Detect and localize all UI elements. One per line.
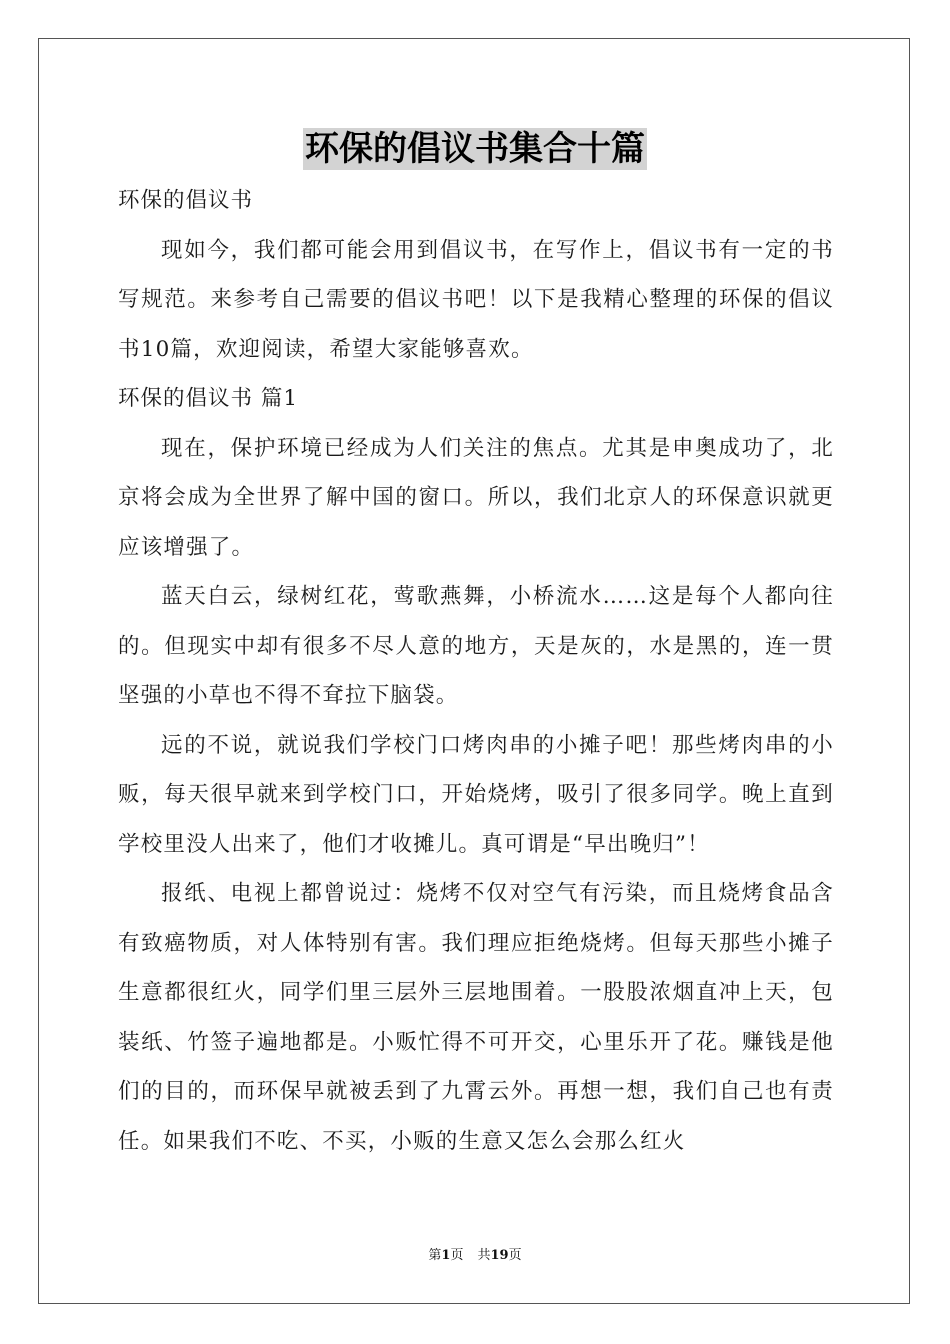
- document-title: 环保的倡议书集合十篇: [305, 129, 645, 169]
- page-prefix: 第: [428, 1248, 442, 1263]
- title-container: [0, 128, 950, 170]
- body-paragraph: 蓝天白云，绿树红花，莺歌燕舞，小桥流水……这是每个人都向往的。但现实中却有很多不尽人意的地方，天是灰的，水是黑的，连一贯坚强的小草也不得不耷拉下脑袋。: [118, 584, 834, 708]
- body-paragraph: 报纸、电视上都曾说过：烧烤不仅对空气有污染，而且烧烤食品含有致癌物质，对人体特别有害。我们理应拒绝烧烤。但每天那些小摊子生意都很红火，同学们里三层外三层地围着。一股股浓烟直冲上天，包装纸、竹签子遍地都是。小贩忙得不可开交，心里乐开了花。赚钱是他们的目的，而环保早就被丢到了九霄云外。再想一想，我们自己也有责任。如果我们不吃、不买，小贩的生意又怎么会那么红火: [118, 881, 834, 1154]
- document-body: [118, 176, 834, 1166]
- section-heading: 环保的倡议书: [118, 188, 254, 213]
- page-suffix: 页: [450, 1248, 464, 1263]
- body-paragraph: 现在，保护环境已经成为人们关注的焦点。尤其是申奥成功了，北京将会成为全世界了解中国的窗口。所以，我们北京人的环保意识就更应该增强了。: [118, 435, 834, 560]
- page-number: 1: [441, 1248, 451, 1263]
- total-suffix: 页: [508, 1248, 522, 1263]
- total-prefix: 共: [477, 1248, 491, 1263]
- total-pages: 19: [490, 1248, 509, 1263]
- body-paragraph: 远的不说，就说我们学校门口烤肉串的小摊子吧！那些烤肉串的小贩，每天很早就来到学校门口，开始烧烤，吸引了很多同学。晚上直到学校里没人出来了，他们才收摊儿。真可谓是“早出晚归”！: [118, 732, 834, 857]
- intro-paragraph: 现如今，我们都可能会用到倡议书，在写作上，倡议书有一定的书写规范。来参考自己需要的倡议书吧！以下是我精心整理的环保的倡议书10篇，欢迎阅读，希望大家能够喜欢。: [118, 237, 834, 362]
- article-heading: 环保的倡议书 篇1: [118, 386, 299, 411]
- page-footer: [0, 1244, 950, 1263]
